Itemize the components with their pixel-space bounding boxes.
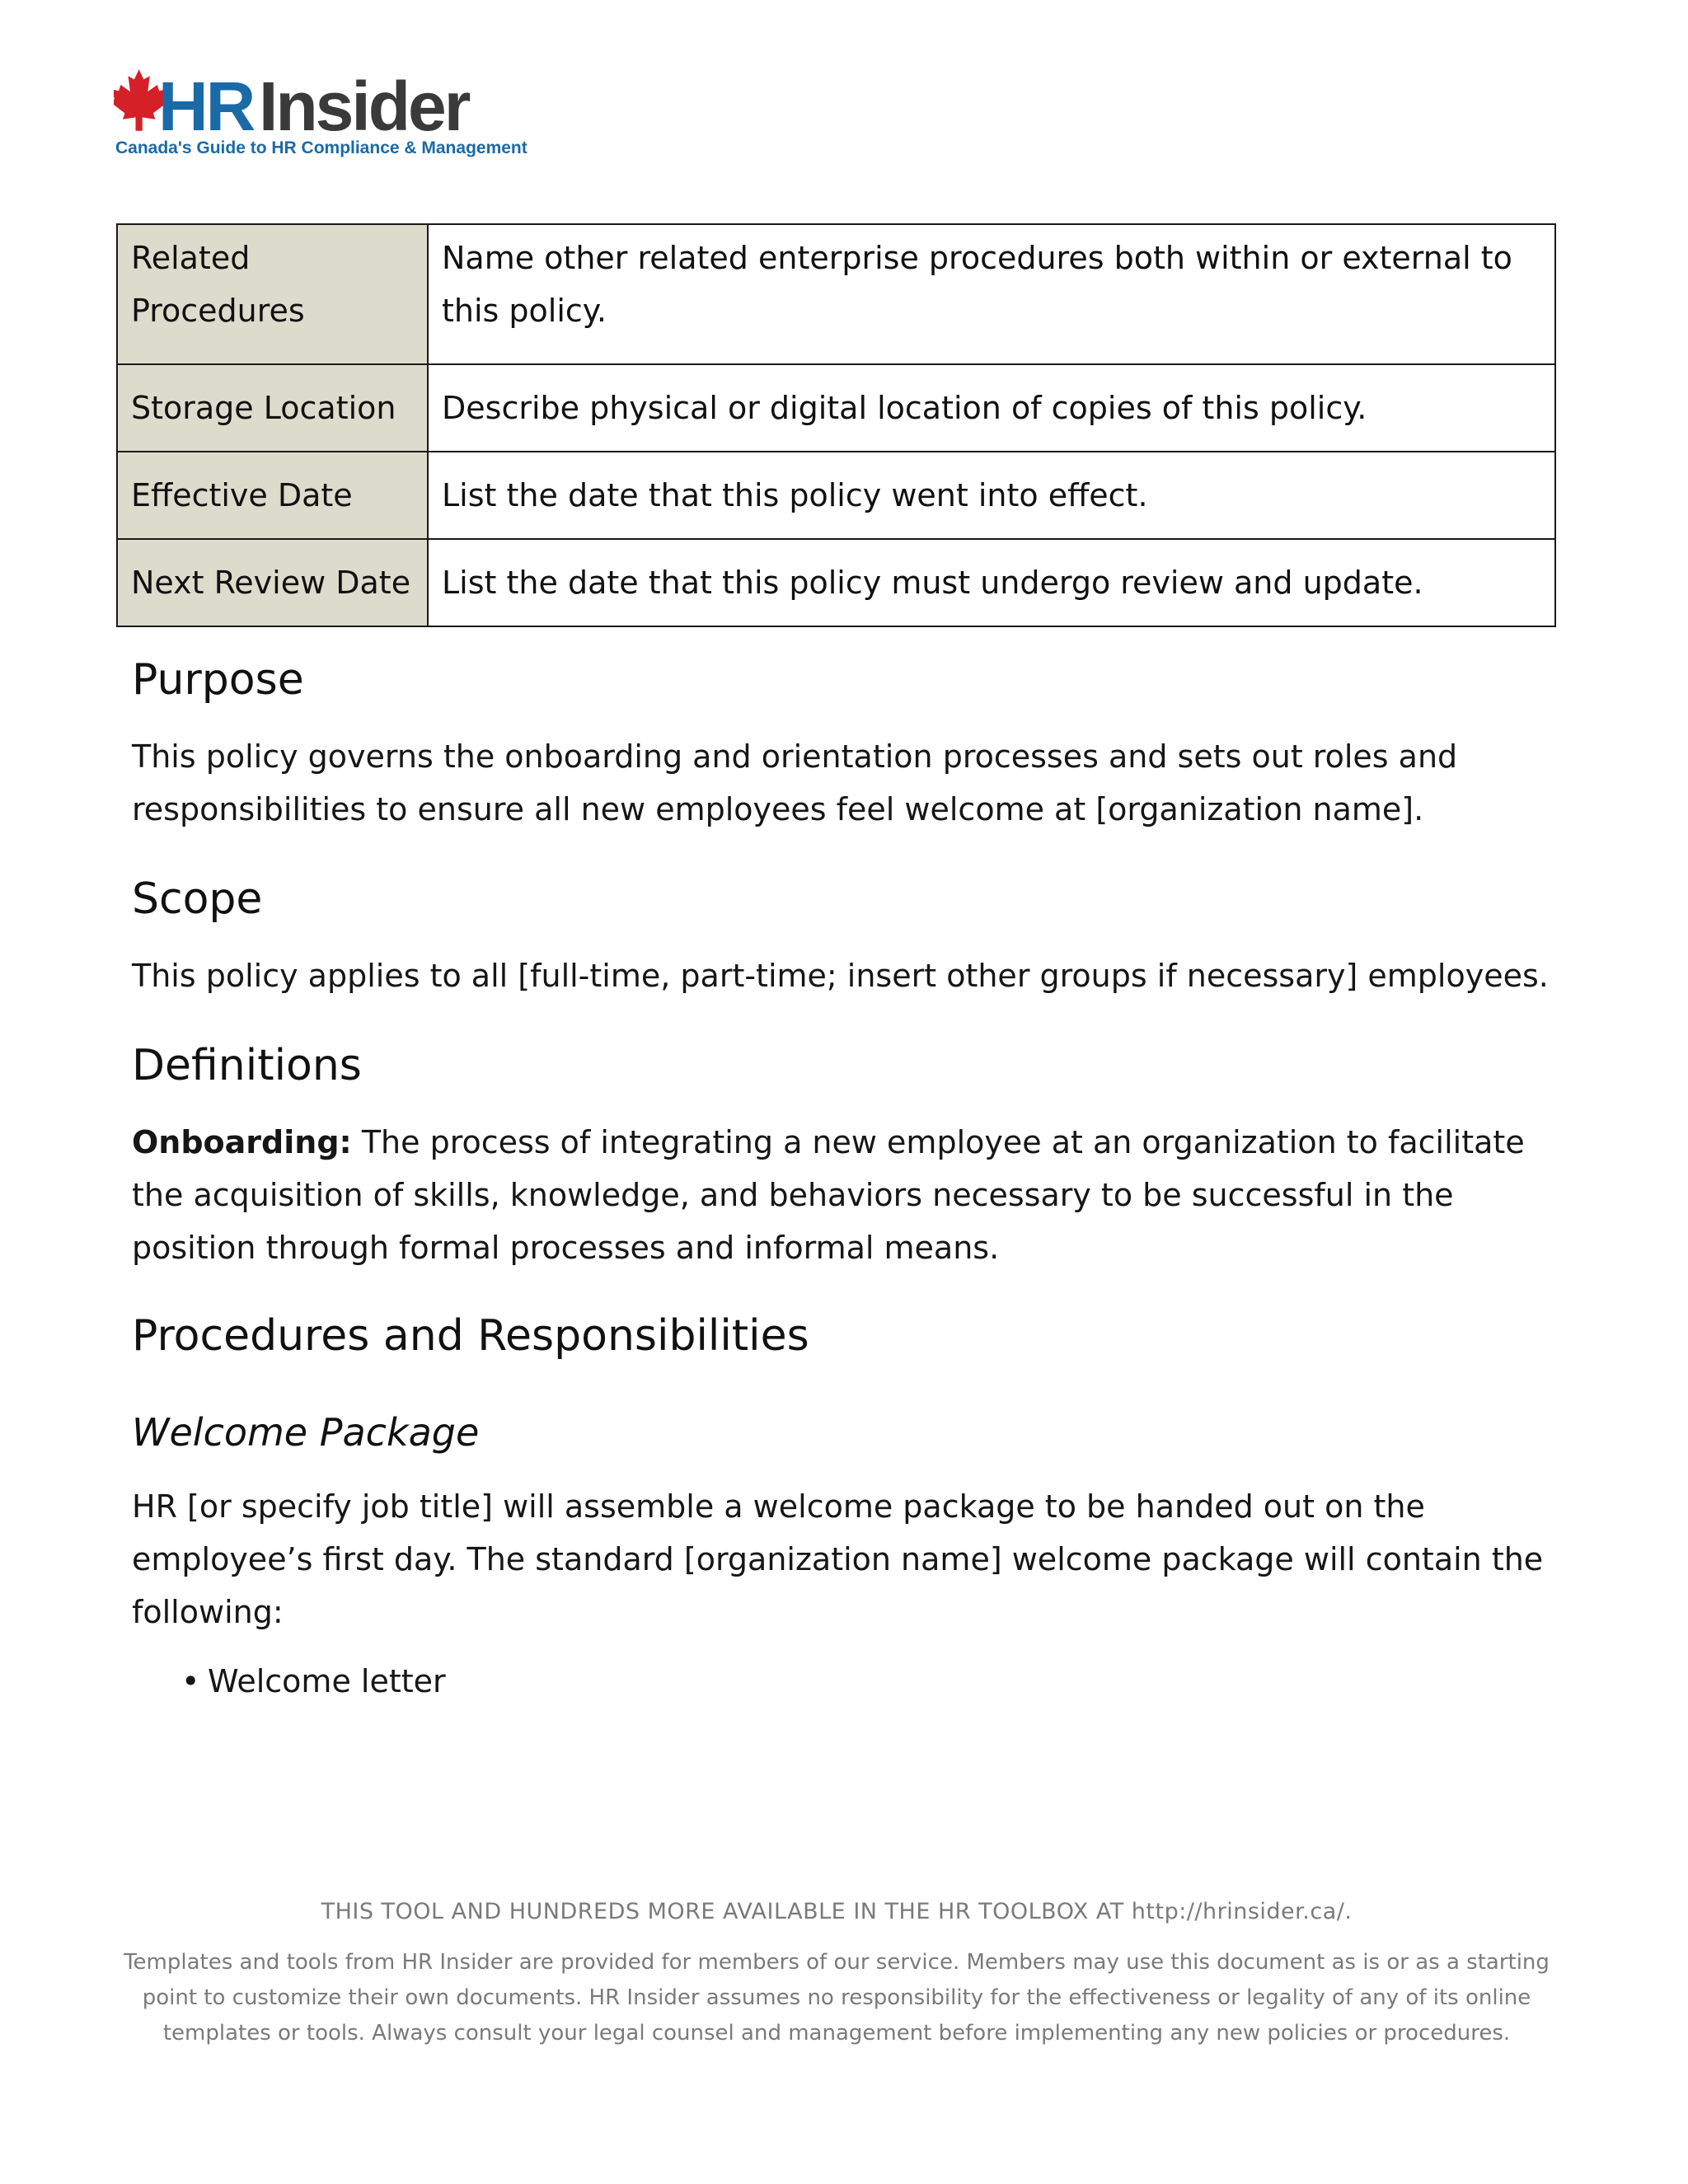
logo-hr-text: HR [158, 68, 254, 145]
row-label: Related Procedures [117, 224, 428, 364]
page-footer [124, 1896, 1550, 2051]
scope-heading: Scope [132, 874, 263, 924]
purpose-heading: Purpose [132, 655, 304, 705]
table-row [117, 452, 1555, 539]
definition-onboarding [132, 1116, 1558, 1274]
procedures-heading: Procedures and Responsibilities [132, 1311, 809, 1361]
scope-text: This policy applies to all [full-time, part-time; insert other groups if necessary] employees. [132, 958, 1549, 994]
welcome-package-subheading: Welcome Package [132, 1410, 480, 1455]
definition-term: Onboarding: [132, 1124, 352, 1160]
table-row [117, 364, 1555, 452]
definition-text: The process of integrating a new employee at an organization to facilitate the acquisition of skills, knowledge, and behaviors necessary to be successful in the position through formal processes and informal means. [132, 1124, 1525, 1266]
row-value: List the date that this policy must undergo review and update. [428, 539, 1555, 626]
row-label: Effective Date [117, 452, 428, 539]
list-item [181, 1655, 1558, 1708]
purpose-text: This policy governs the onboarding and orientation processes and sets out roles and responsibilities to ensure all new employees feel welcome at [organization name]. [132, 738, 1458, 827]
policy-content [132, 651, 1558, 1708]
row-value: Describe physical or digital location of copies of this policy. [428, 364, 1555, 452]
row-label: Next Review Date [117, 539, 428, 626]
table-row [117, 539, 1555, 626]
row-label: Storage Location [117, 364, 428, 452]
definitions-heading: Definitions [132, 1041, 362, 1090]
bullet-icon: • [181, 1663, 200, 1699]
logo-insider-text: Insider [259, 68, 469, 145]
hr-insider-logo [114, 64, 542, 162]
row-value: Name other related enterprise procedures both within or external to this policy. [428, 224, 1555, 364]
welcome-package-list [132, 1655, 1558, 1708]
table-row [117, 224, 1555, 364]
logo-tagline: Canada's Guide to HR Compliance & Management [115, 138, 528, 157]
footer-toolbox-notice: THIS TOOL AND HUNDREDS MORE AVAILABLE IN THE HR TOOLBOX AT http://hrinsider.ca/. [321, 1899, 1353, 1924]
row-value: List the date that this policy went into effect. [428, 452, 1555, 539]
list-item-text: Welcome letter [208, 1663, 446, 1699]
welcome-package-text: HR [or specify job title] will assemble a welcome package to be handed out on the employee’s first day. The standard [organization name] welcome package will contain the following: [132, 1488, 1544, 1630]
footer-disclaimer: Templates and tools from HR Insider are provided for members of our service. Members may use this document as is or as a starting point to customize their own documents. HR Insider assumes no responsibility for the effectiveness or legality of any of its online templates or tools. Always consult your legal counsel and management before implementing any new policies or procedures. [124, 1950, 1550, 2046]
policy-info-table [116, 223, 1556, 627]
logo-graphic [114, 64, 542, 162]
